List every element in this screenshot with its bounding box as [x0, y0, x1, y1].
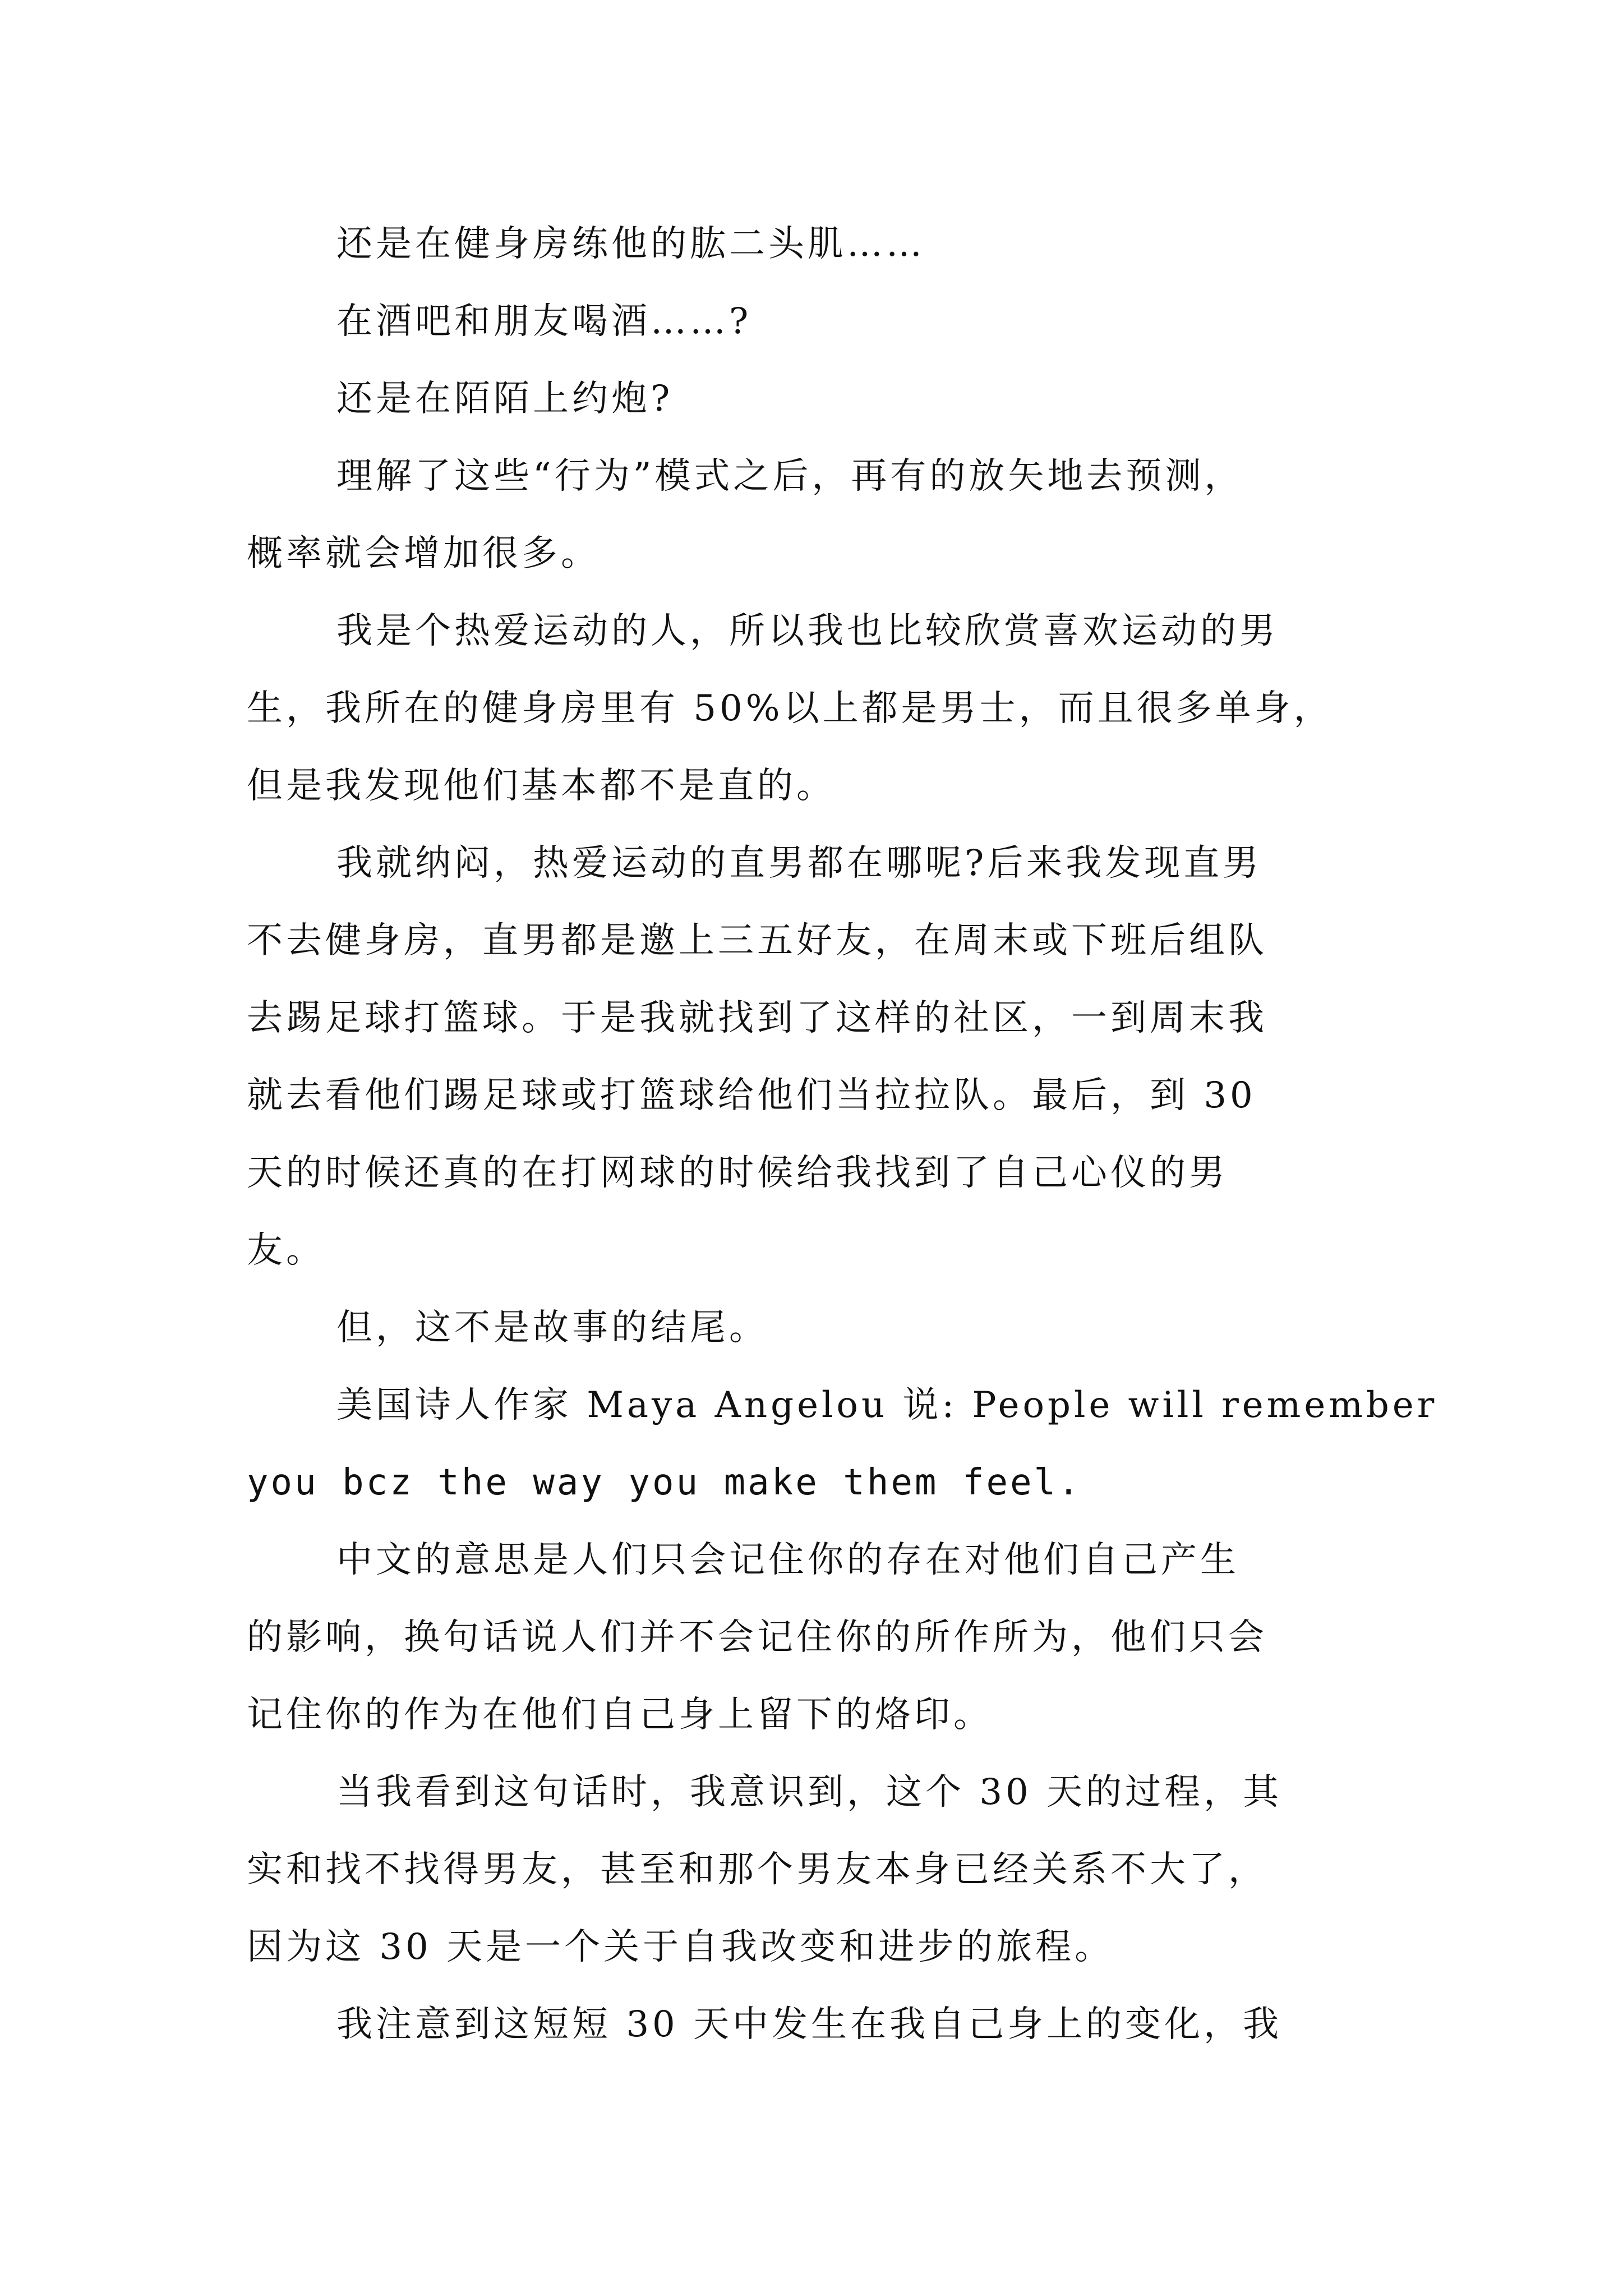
text-line: 记住你的作为在他们自己身上留下的烙印。	[247, 1694, 993, 1736]
text-line: 美国诗人作家 Maya Angelou 说: People will remember	[336, 1384, 1438, 1426]
text-line: 不去健身房，直男都是邀上三五好友，在周末或下班后组队	[247, 920, 1267, 961]
text-line: 实和找不找得男友，甚至和那个男友本身已经关系不大了，	[247, 1849, 1267, 1890]
text-line: 但是我发现他们基本都不是直的。	[247, 765, 836, 807]
text-line: 概率就会增加很多。	[247, 533, 600, 574]
text-line: 生，我所在的健身房里有 50%以上都是男士，而且很多单身，	[247, 688, 1333, 729]
text-line: 我就纳闷，热爱运动的直男都在哪呢?后来我发现直男	[336, 843, 1262, 884]
text-line: 但，这不是故事的结尾。	[336, 1307, 768, 1349]
text-line: 理解了这些“行为”模式之后，再有的放矢地去预测，	[336, 455, 1244, 497]
text-line: 我注意到这短短 30 天中发生在我自己身上的变化，我	[336, 2004, 1283, 2045]
text-line: 的影响，换句话说人们并不会记住你的所作所为，他们只会	[247, 1617, 1267, 1658]
text-line: you bcz the way you make them feel.	[247, 1462, 1082, 1503]
text-line: 因为这 30 天是一个关于自我改变和进步的旅程。	[247, 1926, 1114, 1968]
text-line: 就去看他们踢足球或打篮球给他们当拉拉队。最后，到 30	[247, 1075, 1256, 1116]
text-line: 我是个热爱运动的人，所以我也比较欣赏喜欢运动的男	[336, 610, 1279, 652]
text-line: 友。	[247, 1230, 325, 1271]
text-line: 当我看到这句话时，我意识到，这个 30 天的过程，其	[336, 1772, 1283, 1813]
text-line: 中文的意思是人们只会记住你的存在对他们自己产生	[336, 1539, 1239, 1581]
text-line: 去踢足球打篮球。于是我就找到了这样的社区，一到周末我	[247, 997, 1267, 1039]
text-line: 还是在健身房练他的肱二头肌……	[336, 223, 925, 265]
text-line: 天的时候还真的在打网球的时候给我找到了自己心仪的男	[247, 1152, 1228, 1194]
text-line: 在酒吧和朋友喝酒……?	[336, 301, 752, 342]
text-line: 还是在陌陌上约炮?	[336, 378, 674, 420]
